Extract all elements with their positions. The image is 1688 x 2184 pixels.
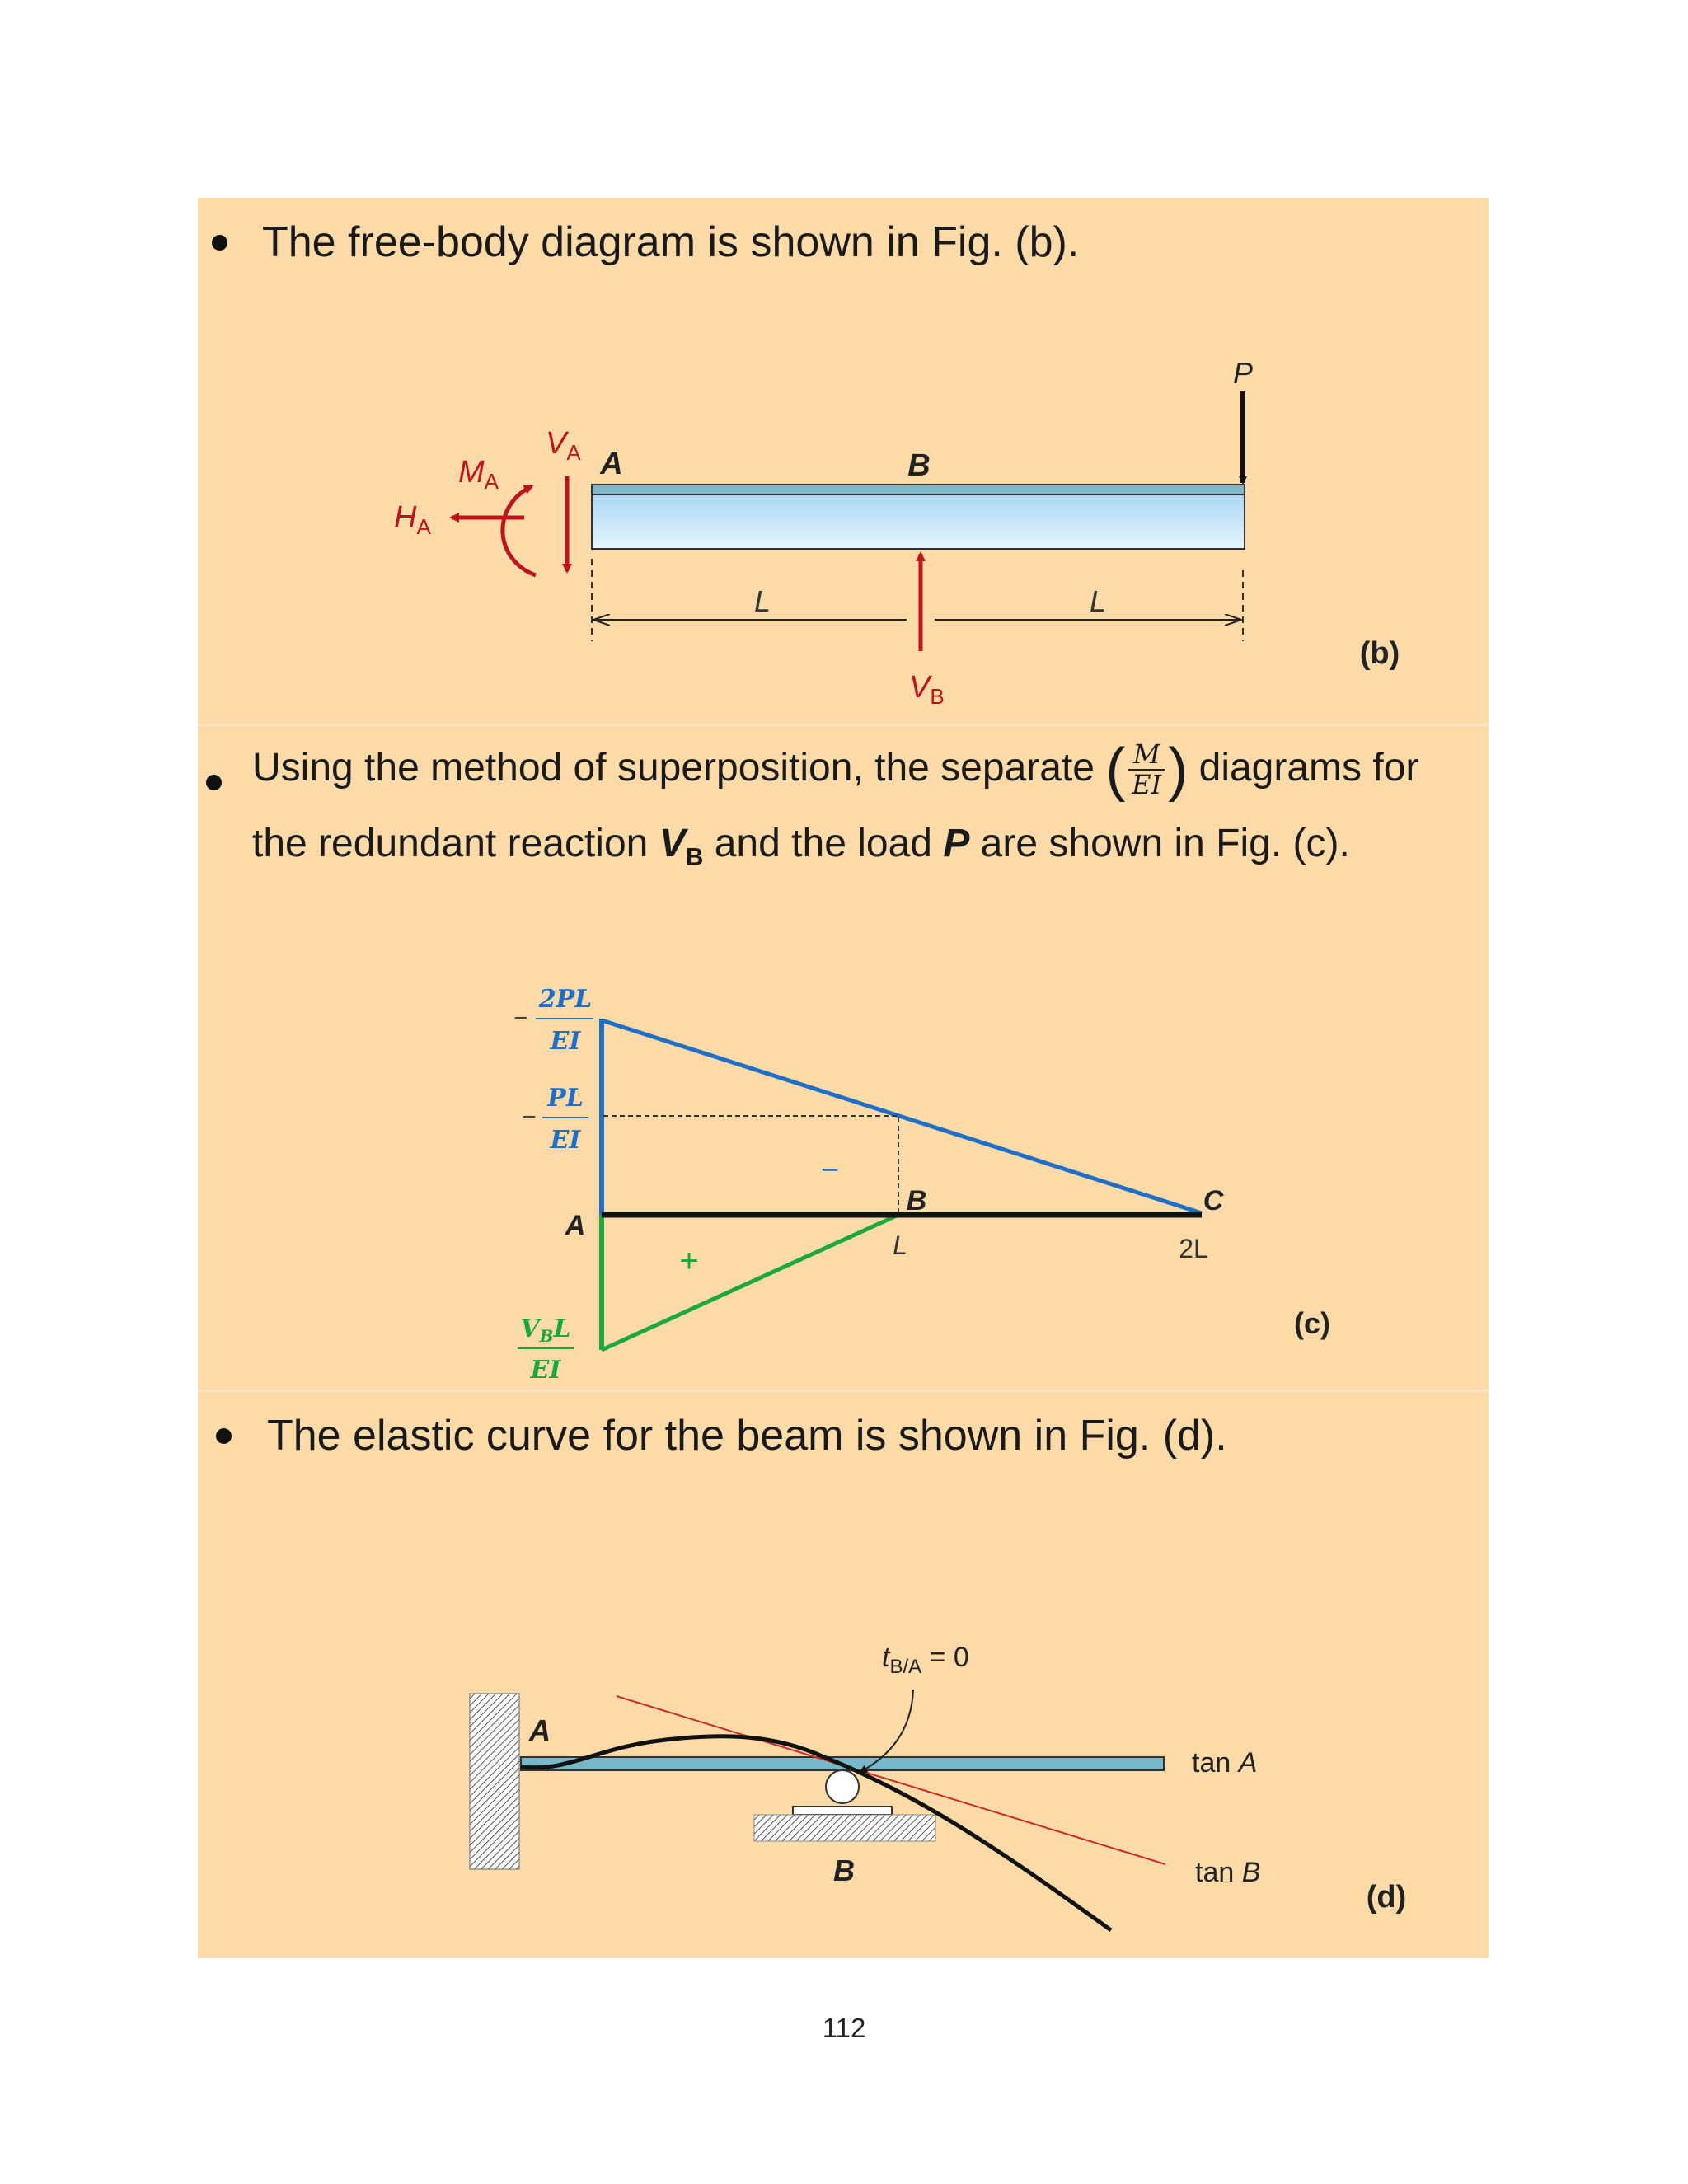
region-plus-sign: + xyxy=(679,1243,699,1279)
p-symbol: P xyxy=(943,822,970,865)
page-number: 112 xyxy=(822,2013,866,2043)
label-b: B xyxy=(907,448,931,483)
label-2pl-num: 2PL xyxy=(538,985,593,1014)
t-subscript: B/A xyxy=(889,1656,922,1678)
tan-b-italic: B xyxy=(1241,1857,1261,1888)
ha-subscript: A xyxy=(416,514,431,539)
va-symbol: V xyxy=(546,426,567,461)
label-b: B xyxy=(906,1185,927,1216)
caption-c: (c) xyxy=(1294,1306,1330,1340)
t-value: = 0 xyxy=(921,1642,969,1673)
label-a: A xyxy=(529,1713,551,1747)
vb-subscript: B xyxy=(930,684,945,709)
paren-close: ) xyxy=(1168,737,1189,804)
va-subscript: A xyxy=(566,440,581,465)
roller-base-plate xyxy=(793,1807,892,1815)
t-symbol: t xyxy=(882,1642,890,1673)
bullet-2-text-post: diagrams for xyxy=(1198,745,1419,790)
fixed-support-wall xyxy=(470,1694,519,1869)
tan-a-text: tan xyxy=(1192,1747,1239,1779)
label-a: A xyxy=(565,1210,586,1241)
ma-subscript: A xyxy=(484,469,499,494)
vbl-v: V xyxy=(520,1315,540,1343)
bullet-text-1: The free-body diagram is shown in Fig. (b). xyxy=(262,218,1080,266)
minus-sign-top: − xyxy=(513,1005,528,1032)
dim-label-l2: L xyxy=(1089,584,1107,618)
ma-symbol: M xyxy=(458,455,485,490)
label-tan-b xyxy=(1195,1857,1260,1888)
fraction-denominator: EI xyxy=(1132,769,1162,801)
vb-subscript: B xyxy=(685,843,704,871)
minus-sign-mid: − xyxy=(522,1104,537,1131)
label-b: B xyxy=(833,1854,855,1887)
label-pl-num: PL xyxy=(547,1084,584,1113)
bullet-text-3: The elastic curve for the beam is shown in Fig. (d). xyxy=(267,1412,1227,1460)
vbl-sub: B xyxy=(539,1326,554,1346)
tan-a-italic: A xyxy=(1238,1747,1258,1779)
bullet-2-text-pre: Using the method of superposition, the separate xyxy=(252,745,1095,790)
paren-open: ( xyxy=(1105,737,1126,804)
label-c: C xyxy=(1203,1185,1224,1216)
tick-label-2l: 2L xyxy=(1179,1234,1208,1263)
vbl-l: L xyxy=(553,1315,571,1343)
label-t-ba xyxy=(882,1642,969,1678)
roller-support xyxy=(826,1770,859,1803)
region-minus-sign: − xyxy=(820,1153,840,1188)
bullet-2-line-2-pre: the redundant reaction xyxy=(252,822,649,865)
ground-hatch xyxy=(754,1815,935,1841)
label-a: A xyxy=(600,447,623,481)
bullet-2-line-2-mid: and the load xyxy=(714,822,932,865)
label-p: P xyxy=(1232,356,1254,390)
vb-symbol: V xyxy=(909,670,931,705)
caption-d: (d) xyxy=(1366,1880,1407,1915)
fraction-numerator: M xyxy=(1128,740,1165,771)
bullet-2-line-2-post: are shown in Fig. (c). xyxy=(980,822,1350,865)
dim-label-l1: L xyxy=(753,584,771,618)
tick-label-l: L xyxy=(893,1230,907,1260)
vb-symbol: V xyxy=(659,822,686,865)
label-pl-den: EI xyxy=(550,1126,581,1155)
caption-b: (b) xyxy=(1359,636,1400,671)
label-tan-a xyxy=(1192,1747,1257,1779)
ha-symbol: H xyxy=(394,500,417,535)
tan-b-text: tan xyxy=(1195,1857,1242,1888)
label-2pl-den: EI xyxy=(550,1027,581,1056)
label-vbl-den: EI xyxy=(530,1356,561,1385)
